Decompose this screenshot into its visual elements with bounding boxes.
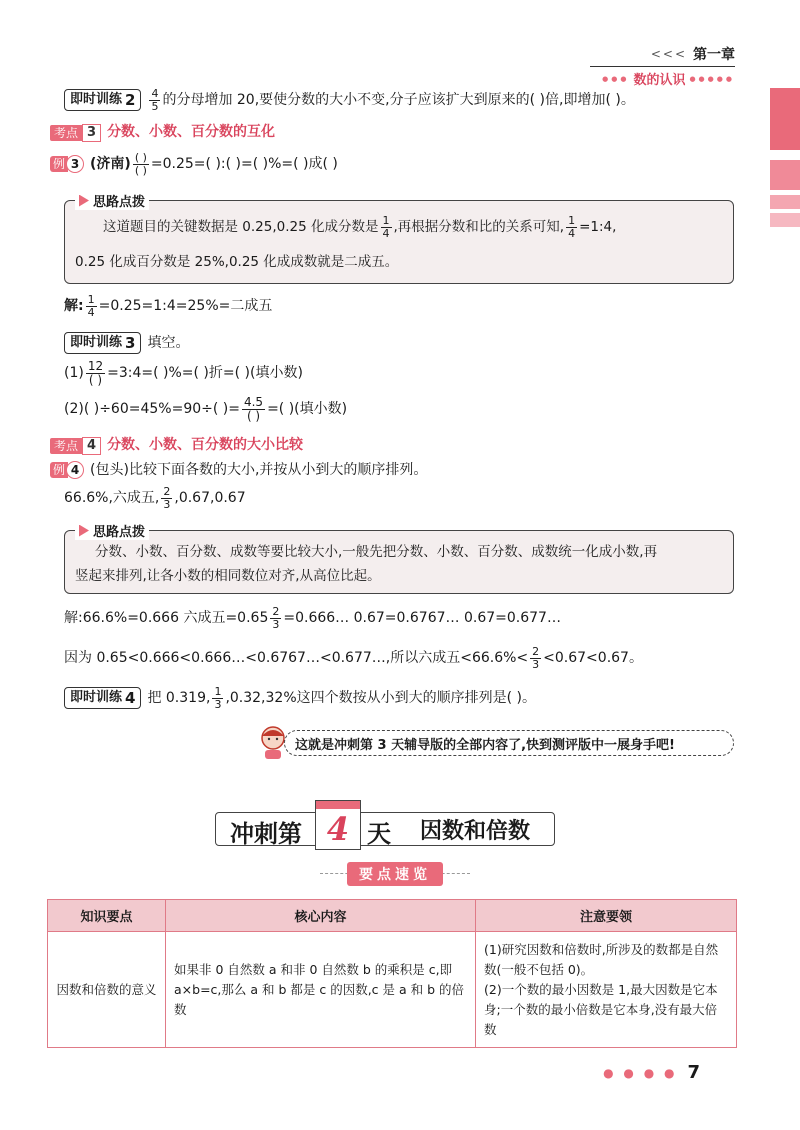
knowledge-table xyxy=(47,899,737,1048)
training-text: 的分母增加 20,要使分数的大小不变,分子应该扩大到原来的( )倍,即增加( )。 xyxy=(162,91,635,108)
side-tab-4 xyxy=(770,213,800,227)
header-dots-right: ●●●●● xyxy=(689,74,735,83)
fraction: $\frac{4}{5}$ xyxy=(151,87,159,113)
example-4-numbers: 66.6%,六成五, $\frac{2}{3}$ ,0.67,0.67 xyxy=(64,485,246,511)
solution-4: 解:66.6%=0.666 六成五=0.65 $\frac{2}{3}$ =0.666… 0.67=0.6767… 0.67=0.677… xyxy=(64,605,561,631)
solution-3: 解: $\frac{1}{4}$ =0.25=1:4=25%=二成五 xyxy=(64,293,273,319)
header-dots-left: ●●● xyxy=(602,74,630,83)
side-tab-2 xyxy=(770,160,800,190)
example-3: 例 3 (济南) $\frac{( )}{( )}$ =0.25=( ):( )=( )%=( )成( ) xyxy=(50,152,338,176)
table-header-core: 核心内容 xyxy=(166,900,476,932)
end-banner: 这就是冲刺第 3 天辅导版的全部内容了,快到测评版中一展身手吧! xyxy=(258,722,736,762)
hint-title: 思路点拨 xyxy=(75,191,149,210)
table-row: 因数和倍数的意义 如果非 0 自然数 a 和非 0 自然数 b 的乘积是 c,即 a×b=c,那么 a 和 b 都是 c 的因数,c 是 a 和 b 的倍数 (1)研究因数和倍数时,所涉及的数都是自然数(一般不包括 0)。 (2)一个数的最小因数是 1,最大因数是它本身;一个数的最小倍数是它本身,没有最大倍数 xyxy=(48,932,737,1048)
kaodian-title: 分数、小数、百分数的互化 xyxy=(107,124,276,141)
training-3: 即时训练 3 填空。 xyxy=(64,332,189,354)
training-4: 即时训练 4 把 0.319, $\frac{1}{3}$ ,0.32,32%这四个数按从小到大的顺序排列是( )。 xyxy=(64,686,536,710)
page-header xyxy=(590,44,735,88)
chevron-icons: <<< xyxy=(650,47,687,61)
hint-box-2: 思路点拨 分数、小数、百分数、成数等要比较大小,一般先把分数、小数、百分数、成数统一化成小数,再 竖起来排列,让各小数的相同数位对齐,从高位比起。 xyxy=(64,530,734,594)
example-4: 例 4 (包头)比较下面各数的大小,并按从小到大的顺序排列。 xyxy=(50,461,427,479)
table-header-topic: 知识要点 xyxy=(48,900,166,932)
training-3-q1: (1) $\frac{12}{( )}$ =3:4=( )%=( )折=( )(填小数) xyxy=(64,359,303,387)
side-tab-1 xyxy=(770,88,800,150)
page-number: 7 xyxy=(687,1062,700,1083)
flag-icon xyxy=(79,525,89,537)
hint-box-1: 思路点拨 这道题目的关键数据是 0.25,0.25 化成分数是 $\frac{1}{4}$ ,再根据分数和比的关系可知, $\frac{1}{4}$ =1:4, 0.25 化成百分数是 25%,0.25 化成成数就是二成五。 xyxy=(64,200,734,284)
calendar-icon: 4 xyxy=(315,800,361,850)
table-header-note: 注意要领 xyxy=(476,900,737,932)
comparison-result: 因为 0.65<0.666<0.666…<0.6767…<0.677…,所以六成五<66.6%< $\frac{2}{3}$ <0.67<0.67。 xyxy=(64,645,643,671)
chapter-title: 第一章 xyxy=(693,47,735,63)
kaodian-3: 考点 3 分数、小数、百分数的互化 xyxy=(50,124,275,142)
side-tab-3 xyxy=(770,195,800,209)
section-title: 数的认识 xyxy=(633,73,686,88)
overview-label: 要点速览 xyxy=(320,860,470,888)
flag-icon xyxy=(79,195,89,207)
training-3-q2: (2)( )÷60=45%=90÷( )= $\frac{4.5}{( )}$ =( )(填小数) xyxy=(64,395,348,423)
training-label: 即时训练 2 xyxy=(64,89,141,111)
footer-dots: ● ● ● ● xyxy=(603,1065,678,1080)
page-footer xyxy=(603,1062,700,1083)
kaodian-4: 考点 4 分数、小数、百分数的大小比较 xyxy=(50,437,303,455)
day-title: 冲刺第 4 天 因数和倍数 xyxy=(215,800,555,850)
training-2 xyxy=(64,88,635,112)
